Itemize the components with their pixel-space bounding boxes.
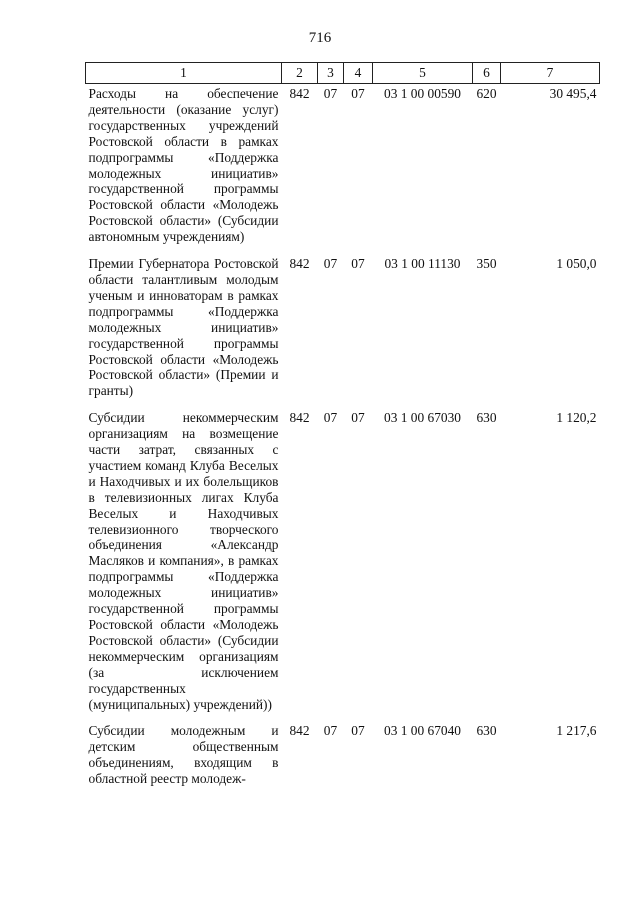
row-expense-type: 620 — [476, 86, 497, 101]
row-section: 07 — [323, 256, 338, 272]
row-description: Расходы на обеспечение деятельности (оказание услуг) государственных учреждений Ростовской области в рамках подпрограммы «Поддержка молодежных инициатив» государственной программы Ростовской области «Молодежь Ростовской области» (Субсидии автономным учреждениям) — [88, 86, 279, 245]
row-expense-type: 630 — [476, 410, 497, 426]
row-expense-type: 350 — [476, 256, 497, 272]
column-header-description: 1 — [86, 63, 282, 84]
row-subsection: 07 — [351, 256, 365, 272]
row-target-article: 03 1 00 67030 — [384, 410, 461, 426]
row-target-article: 03 1 00 11130 — [384, 256, 461, 272]
row-ministry: 842 — [289, 723, 310, 739]
row-subsection: 07 — [351, 410, 365, 426]
table-row — [86, 84, 600, 255]
row-target-article: 03 1 00 67040 — [384, 723, 461, 739]
table-row — [86, 408, 600, 721]
row-section: 07 — [323, 410, 338, 426]
table-row — [86, 721, 600, 787]
row-target-article: 03 1 00 00590 — [384, 86, 461, 101]
row-subsection: 07 — [351, 723, 365, 739]
column-header-amount: 7 — [501, 63, 600, 84]
row-amount: 1 120,2 — [556, 410, 597, 426]
row-ministry: 842 — [289, 256, 310, 272]
row-description: Премии Губернатора Ростовской области талантливым молодым ученым и инноваторам в рамках подпрограммы «Поддержка молодежных инициатив» государственной программы Ростовской области «Молодежь Ростовской области» (Премии и гранты) — [88, 256, 279, 399]
column-header-section: 3 — [318, 63, 344, 84]
column-header-expense-type: 6 — [473, 63, 501, 84]
row-description: Субсидии некоммерческим организациям на возмещение части затрат, связанных с участием команд Клуба Веселых и Находчивых и их болельщиков в телевизионных лигах Клуба Веселых и Находчивых телевизионного творческого объединения «Александр Масляков и компания», в рамках подпрограммы «Поддержка молодежных инициатив» государственной программы Ростовской области «Молодежь Ростовской области» (Субсидии некоммерческим организациям (за исключением государственных (муниципальных) учреждений)) — [88, 410, 279, 712]
row-section: 07 — [323, 723, 338, 739]
row-subsection: 07 — [351, 86, 365, 101]
budget-table — [85, 62, 600, 787]
row-description: Субсидии молодежным и детским общественным объединениям, входящим в областной реестр молодеж- — [88, 723, 279, 787]
column-header-subsection: 4 — [344, 63, 373, 84]
row-amount: 30 495,4 — [549, 86, 597, 101]
page-number: 716 — [308, 30, 332, 46]
row-section: 07 — [323, 86, 338, 101]
row-ministry: 842 — [289, 86, 310, 101]
row-expense-type: 630 — [476, 723, 497, 739]
column-header-target-article: 5 — [373, 63, 473, 84]
row-amount: 1 050,0 — [556, 256, 597, 272]
header-row — [86, 63, 600, 84]
column-header-ministry: 2 — [282, 63, 318, 84]
row-ministry: 842 — [289, 410, 310, 426]
table-row — [86, 254, 600, 408]
row-amount: 1 217,6 — [556, 723, 597, 739]
